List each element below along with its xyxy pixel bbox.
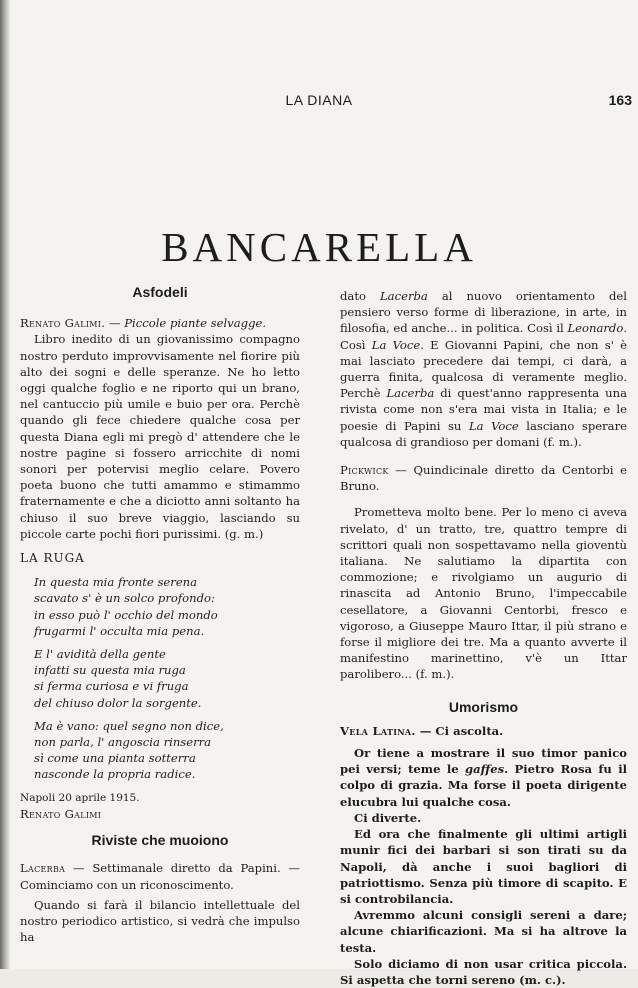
- section-heading-asfodeli: Asfodeli: [132, 284, 188, 300]
- italic-title: Lacerba: [386, 386, 435, 401]
- text-run: Or tiene a mostrare il suo timor panico pei versi; teme le: [340, 746, 627, 777]
- italic-title: Leonardo: [567, 321, 624, 336]
- poem: [20, 574, 300, 782]
- italic-title: La Voce: [371, 337, 421, 352]
- asfodeli-book-title: Piccole piante selvagge.: [124, 316, 267, 331]
- lacerba-body-continued: [340, 288, 627, 450]
- pickwick-entry-line: [340, 462, 627, 494]
- text-run: lasciano sperare qualcosa di grandioso per domani (f. m.).: [340, 418, 627, 449]
- poem-line: In questa mia fronte serena: [34, 575, 198, 590]
- umorismo-paragraph: Solo diciamo di non usar critica piccola. Si aspetta che torni sereno (m. c.).: [340, 956, 627, 987]
- section-heading-umorismo: Umorismo: [448, 698, 519, 715]
- umorismo-paragraph: Ci diverte.: [354, 810, 422, 825]
- text-run: . Così: [340, 321, 627, 352]
- poem-line: si ferma curiosa e vi fruga: [34, 679, 189, 694]
- poem-line: del chiuso dolor la sorgente.: [34, 695, 202, 710]
- pickwick-body: Prometteva molto bene. Per lo meno ci aveva rivelato, d' un tratto, tre, quattro tempre di scrittori quali non sospettavamo nella gioventù italiana. Ne salutiamo la dipartita con commozione; e rivolgiamo un augurio di rinascita ad Antonio Bruno, l'impeccabile cesellatore, a Giovanni Centorbi, fresco e vigoroso, a Giuseppe Mauro Ittar, il più strano e forse il migliore dei tre. Ma a quanto avverte il manifestino marinettino, v'è un Ittar parolibero... (f. m.).: [340, 505, 627, 682]
- asfodeli-body: Libro inedito di un giovanissimo compagno nostro perduto improvvisamente nel fiorire più alto dei sogni e delle speranze. Ne ho letto oggi qualche foglio e ne riporto qui un brano, nel cantuccio più umile e buio per ora. Perchè quando gli fece chiedere qualche cosa per questa Diana egli mi pregò d' attendere che le nostre pagine si fossero arricchite di nomi sonori per potervisi meglio celare. Povero poeta buono che tutti amammo e stimammo fraternamente e che a diciotto anni soltanto ha chiuso il suo breve viaggio, lasciando su piccole carte pochi fiori purissimi. (g. m.): [20, 332, 300, 541]
- text-run: . E Giovanni Papini, che non s' è mai lasciato precedere dai tempi, ci darà, a guerra finita, qualcosa di veramente meglio. Perchè: [340, 337, 627, 401]
- lacerba-name: Lacerba: [20, 861, 66, 876]
- left-column: [20, 284, 300, 945]
- vela-name: Vela Latina.: [340, 723, 416, 738]
- asfodeli-entry-line: [20, 315, 300, 331]
- poem-stanza: [34, 646, 300, 711]
- poem-stanza: [34, 718, 300, 783]
- text-run: di quest'anno rappresenta una rivista come non s'era mai vista in Italia; e le poesie di Papini su: [340, 386, 627, 433]
- vela-intro: — Ci ascolta.: [419, 723, 504, 738]
- text-run: dato: [340, 289, 380, 303]
- pickwick-name: Pickwick: [340, 463, 389, 478]
- poem-line: E l' avidità della gente: [34, 647, 166, 662]
- lacerba-entry-line: [20, 860, 300, 892]
- dash: —: [108, 316, 125, 331]
- poem-line: infatti su questa mia ruga: [34, 663, 186, 678]
- text-run: . Pietro Rosa fu il colpo di grazia. Ma forse il poeta dirigente elucubra lui qualche cosa.: [340, 762, 628, 809]
- umorismo-paragraph: Ed ora che finalmente gli ultimi artigli munir fici dei barbari si son tirati su da Napoli, dà anche i suoi bagliori di patriottismo. Senza più timore di scapito. E si controbilancia.: [340, 827, 627, 906]
- text-run: al nuovo orientamento del pensiero verso forme di liberazione, in arte, in filosofia, ed anche... in politica. Così il: [340, 289, 627, 336]
- page-title: BANCARELLA: [161, 224, 477, 271]
- italic-word: gaffes: [465, 762, 505, 777]
- poem-line: sì come una pianta sotterra: [34, 751, 196, 766]
- poem-line: non parla, l' angoscia rinserra: [34, 735, 212, 750]
- vela-entry-line: [340, 723, 627, 739]
- poem-line: Ma è vano: quel segno non dice,: [34, 718, 224, 733]
- lacerba-body-start: Quando si farà il bilancio intellettuale del nostro periodico artistico, si vedrà che impulso ha: [20, 897, 300, 945]
- poem-line: frugarmi l' occulta mia pena.: [34, 623, 205, 638]
- poem-title: LA RUGA: [20, 551, 85, 566]
- umorismo-paragraph: [340, 745, 627, 810]
- section-heading-riviste: Riviste che muoiono: [91, 832, 229, 849]
- pickwick-intro: — Quindicinale diretto da Centorbi e Bruno.: [340, 463, 628, 494]
- poem-stanza: [34, 574, 300, 639]
- poem-line: nasconde la propria radice.: [34, 767, 196, 782]
- poem-signature: Renato Galimi: [20, 806, 102, 821]
- poem-line: scavato s' è un solco profondo:: [34, 591, 215, 606]
- poem-dateline: Napoli 20 aprile 1915.: [20, 791, 140, 804]
- running-head: LA DIANA: [285, 92, 353, 108]
- right-column: [340, 288, 627, 988]
- umorismo-paragraph: Avremmo alcuni consigli sereni a dare; alcune chiarificazioni. Ma si ha altrove la testa.: [340, 908, 627, 955]
- italic-title: Lacerba: [379, 289, 428, 303]
- poem-line: in esso può l' occhio del mondo: [34, 607, 218, 622]
- book-gutter-shadow: [0, 0, 10, 969]
- page-number: 163: [608, 92, 632, 108]
- lacerba-intro: — Settimanale diretto da Papini. — Cominciamo con un riconoscimento.: [20, 861, 300, 892]
- asfodeli-author: Renato Galimi.: [20, 316, 106, 331]
- umorismo-block: [340, 723, 627, 988]
- italic-title: La Voce: [468, 418, 519, 433]
